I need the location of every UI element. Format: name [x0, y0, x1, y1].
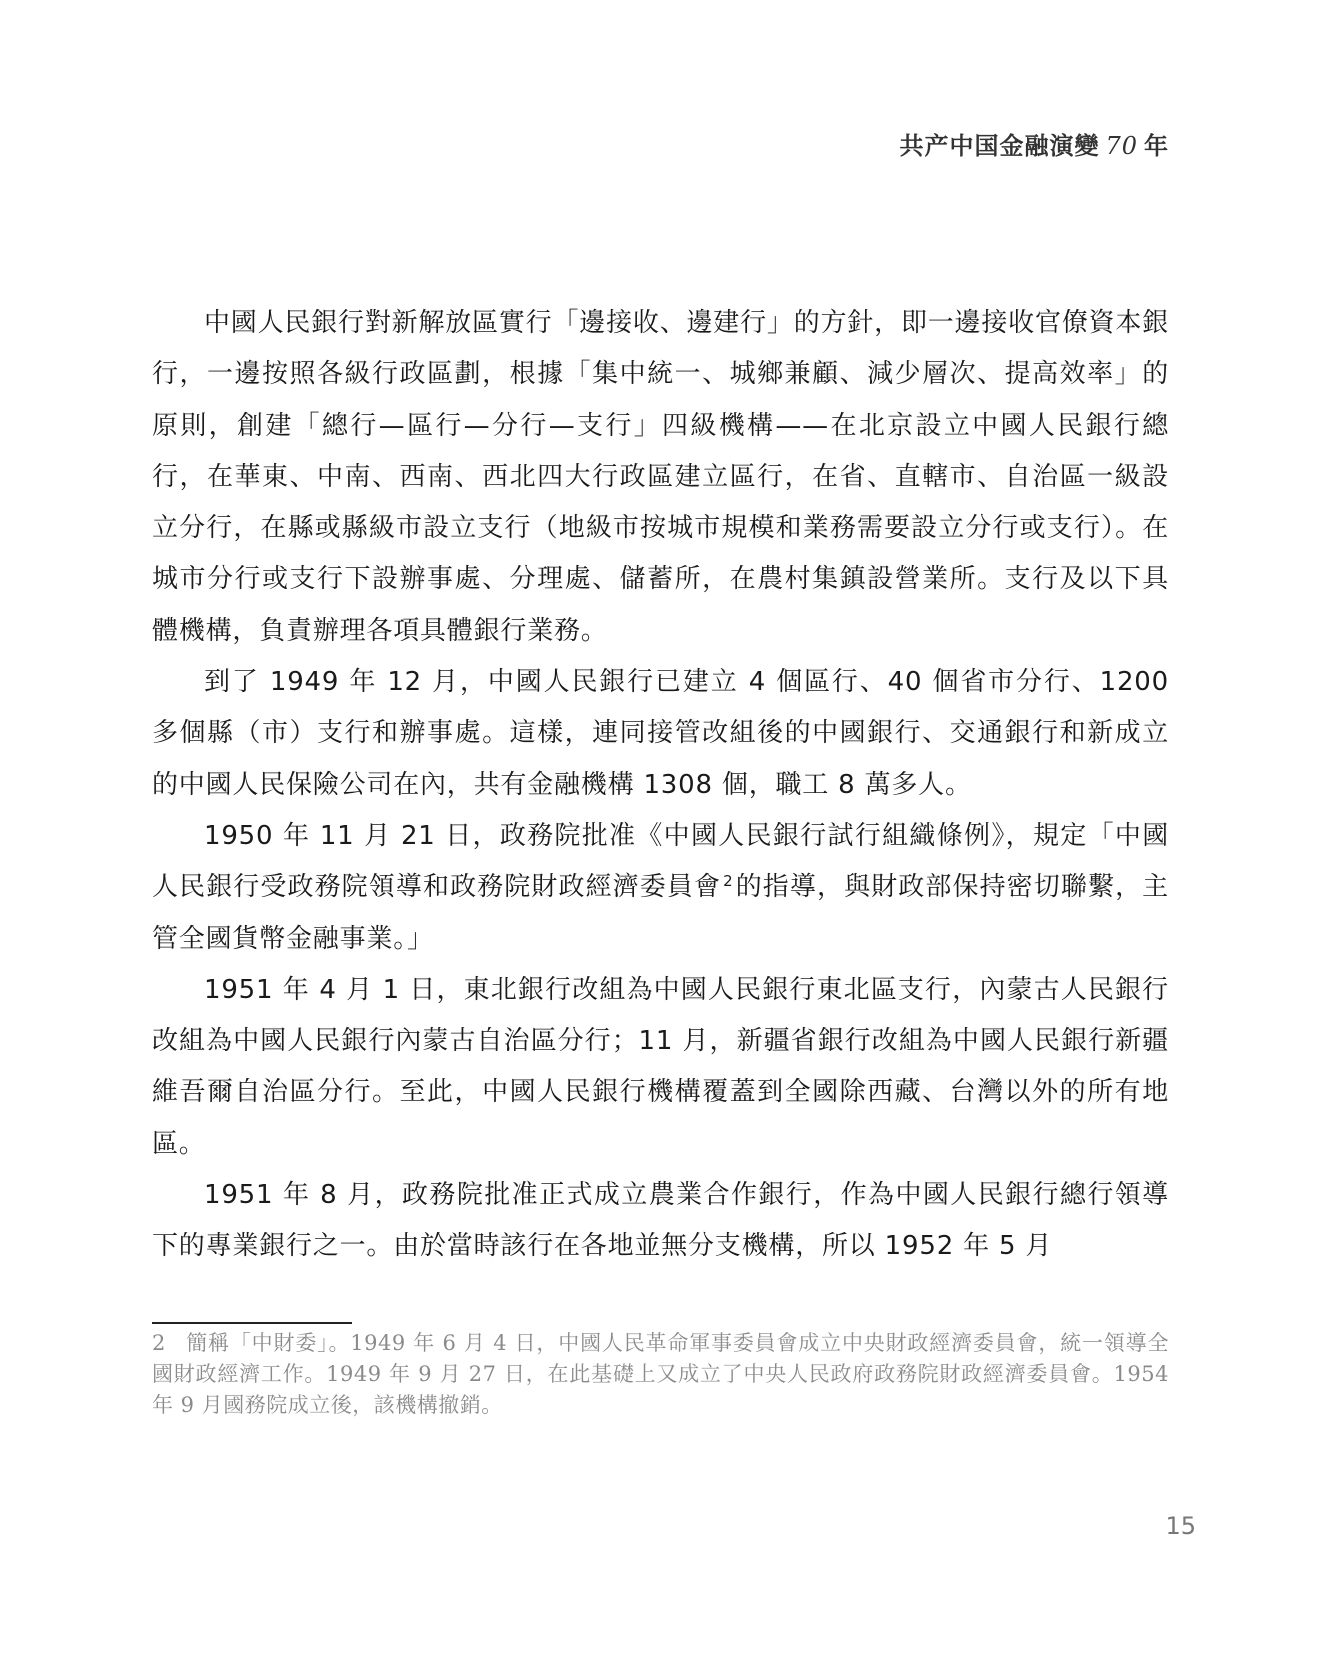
footnote-divider [152, 1322, 352, 1324]
paragraph-3-text-after: 的指導，與財政部保持密切聯繫，主管全國貨幣金融事業。」 [152, 872, 1169, 954]
paragraph-3-text-before: 1950 年 11 月 21 日，政務院批准《中國人民銀行試行組織條例》，規定「中國人民銀行受政務院領導和政務院財政經濟委員會 [152, 820, 1169, 903]
paragraph-5: 1951 年 8 月，政務院批准正式成立農業合作銀行，作為中國人民銀行總行領導下的專業銀行之一。由於當時該行在各地並無分支機構，所以 1952 年 5 月 [152, 1180, 1169, 1262]
paragraph-1: 中國人民銀行對新解放區實行「邊接收、邊建行」的方針，即一邊接收官僚資本銀行，一邊按照各級行政區劃，根據「集中統一、城鄉兼顧、減少層次、提高效率」的原則，創建「總行—區行—分行—支行」四級機構——在北京設立中國人民銀行總行，在華東、中南、西南、西北四大行政區建立區行，在省、直轄市、自治區一級設立分行，在縣或縣級市設立支行（地級市按城市規模和業務需要設立分行或支行）。在城市分行或支行下設辦事處、分理處、儲蓄所，在農村集鎮設營業所。支行及以下具體機構，負責辦理各項具體銀行業務。 [152, 308, 1169, 646]
paragraph-2: 到了 1949 年 12 月，中國人民銀行已建立 4 個區行、40 個省市分行、1200 多個縣（市）支行和辦事處。這樣，連同接管改組後的中國銀行、交通銀行和新成立的中國人民保險公司在內，共有金融機構 1308 個，職工 8 萬多人。 [152, 667, 1169, 800]
running-header-number: 70 [1105, 132, 1138, 160]
paragraph-3 [152, 811, 1169, 965]
footnote-text: 簡稱「中財委」。1949 年 6 月 4 日，中國人民革命軍事委員會成立中央財政經濟委員會，統一領導全國財政經濟工作。1949 年 9 月 27 日，在此基礎上又成立了中央人民政府政務院財政經濟委員會。1954 年 9 月國務院成立後，該機構撤銷。 [152, 1331, 1169, 1417]
running-header-suffix: 年 [1144, 131, 1169, 160]
paragraph-4: 1951 年 4 月 1 日，東北銀行改組為中國人民銀行東北區支行，內蒙古人民銀行改組為中國人民銀行內蒙古自治區分行；11 月，新疆省銀行改組為中國人民銀行新疆維吾爾自治區分行。至此，中國人民銀行機構覆蓋到全國除西藏、台灣以外的所有地區。 [152, 974, 1169, 1159]
footnote [152, 1328, 1169, 1421]
page-number: 15 [1165, 1512, 1196, 1540]
body-text [152, 298, 1169, 1273]
running-header [899, 126, 1169, 161]
footnote-number: 2 [152, 1331, 166, 1355]
footnote-reference[interactable]: 2 [723, 871, 734, 890]
running-header-title: 共产中国金融演變 [899, 131, 1100, 160]
